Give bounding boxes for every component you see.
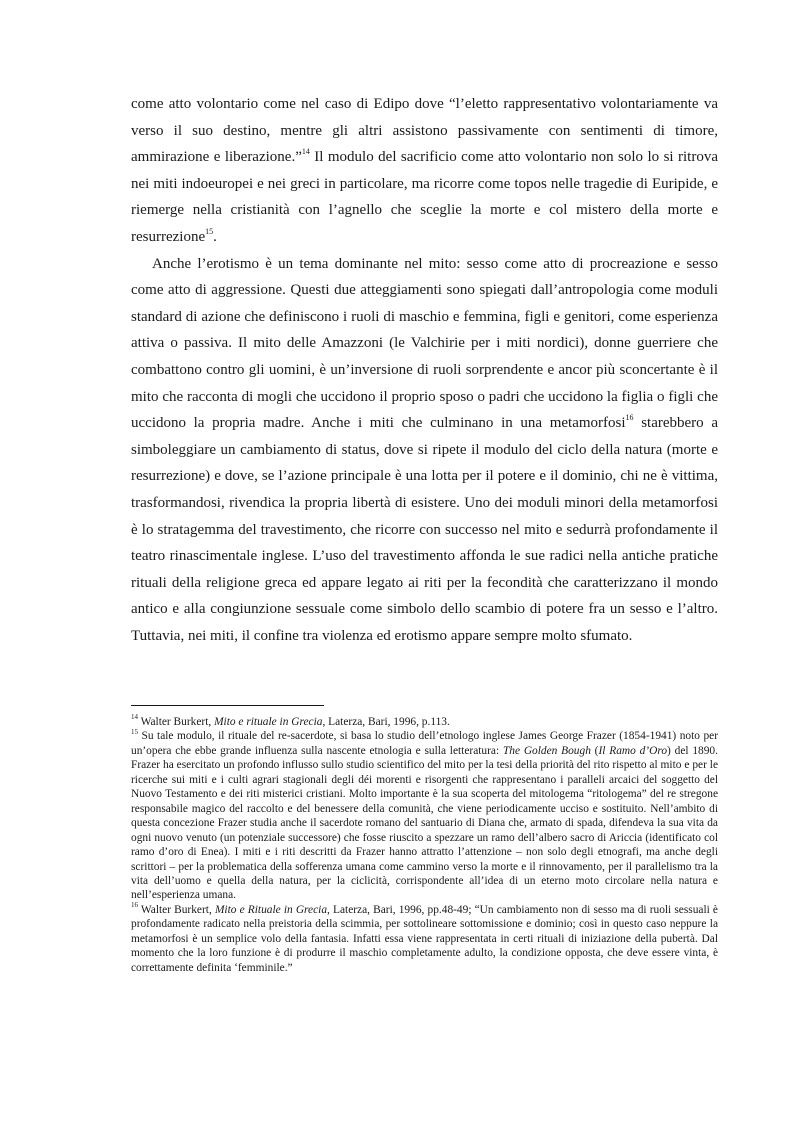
paragraph-1-part-b: Il modulo del sacrificio come atto volontario non solo lo si ritrova nei miti indoeuropei e nei greci in particolare, ma ricorre come topos nelle tragedie di Euripide, e riemerge nella cristianità con l’agnello che sceglie la morte e col mistero della morte e resurrezione [131, 149, 718, 245]
footnote-text: Su tale modulo, il rituale del re-sacerdote, si basa lo studio dell’etnologo inglese James George Frazer (1854-1941) noto per un’opera che ebbe grande influenza sulla nascente etnologia e sulla letteratura: [131, 730, 718, 757]
footnote-ref-16[interactable]: 16 [625, 413, 634, 423]
paragraph-2 [131, 251, 718, 650]
footnote-number: 14 [131, 713, 138, 722]
footnote-text: , Laterza, Bari, 1996, pp.48-49; “Un cambiamento non di sesso ma di ruoli sessuali è profondamente radicato nella preistoria della scimmia, per sottolineare sottomissione e dominio; così in questo caso neppure la metamorfosi è un semplice volo della fantasia. Infatti essa viene rappresentata in certi rituali di iniziazione della pubertà. Dal momento che la loro funzione è di produrre il maschio completamente adulto, la condizione opposta, che deve essere vinta, è correttamente definita ‘femminile.” [131, 903, 718, 974]
footnote-text: Walter Burkert, [138, 716, 215, 728]
footnote-book-title: Mito e Rituale in Grecia [214, 903, 328, 916]
footnote-text: Walter Burkert, [138, 903, 215, 916]
paragraph-1-part-a: come atto volontario come nel caso di Edipo dove “l’eletto rappresentativo volontariamente va verso il suo destino, mentre gli altri assistono passivamente con sentimenti di timore, ammirazione e liberazione.” [131, 96, 718, 166]
footnote-text: ( [590, 744, 599, 757]
paragraph-1-part-c: . [213, 228, 217, 245]
footnote-separator [131, 705, 324, 706]
paragraph-1 [131, 91, 718, 251]
paragraph-2-part-a: Anche l’erotismo è un tema dominante nel mito: sesso come atto di procreazione e sesso come atto di aggressione. Questi due atteggiamenti sono spiegati dall’antropologia come moduli standard di azione che definiscono i ruoli di maschio e femmina, figli e genitori, come esperienza attiva o passiva. Il mito delle Amazzoni (le Valchirie per i miti nordici), donne guerriere che combattono contro gli uomini, è un’inversione di ruoli sorprendente e ancor più sconcertante è il mito che racconta di mogli che uccidono il proprio sposo o padri che uccidono la figlia o figli che uccidono la propria madre. Anche i miti che culminano in una metamorfosi [131, 255, 718, 432]
footnote-number: 16 [131, 901, 138, 910]
paragraph-2-part-b: starebbero a simboleggiare un cambiamento di status, dove si ripete il modulo del ciclo della natura (morte e resurrezione) e dove, se l’azione principale è una lotta per il potere e il dominio, chi ne è vittima, trasformandosi, rivendica la propria libertà di esistere. Uno dei moduli minori della metamorfosi è lo stratagemma del travestimento, che ricorre con successo nel mito e sedurrà profondamente il teatro rinascimentale inglese. L’uso del travestimento affonda le sue radici nella antiche pratiche rituali della religione greca ed appare legato ai riti per la fecondità che caratterizzano il mondo antico e alla congiunzione sessuale come simbolo dello scambio di potere fra un sesso e l’altro. Tuttavia, nei miti, il confine tra violenza ed erotismo appare sempre molto sfumato. [131, 415, 718, 644]
footnotes [131, 715, 718, 975]
footnote-number: 15 [131, 727, 138, 736]
footnote-book-title-translation: Il Ramo d’Oro [598, 744, 668, 757]
main-text [131, 91, 718, 649]
footnote-ref-14[interactable]: 14 [301, 147, 310, 157]
footnote-text: ) del 1890. Frazer ha esercitato un profondo influsso sullo studio scientifico del mito per la tesi della priorità del rito rispetto al mito e per le ricerche sui miti e i culti agrari stagionali degli déi morenti e risorgenti che rappresentano i paralleli arcaici del soggetto del Nuovo Testamento e dei riti misterici cristiani. Molto importante è la sua scoperta del mitologema “ritologema” del re stregone responsabile magico del raccolto e del benessere della comunità, che viene periodicamente ucciso e sostituito. Nell’ambito di questa concezione Frazer studia anche il sacerdote romano del santuario di Diana che, armato di spada, difendeva la sua vita da ogni nuovo venuto (un potenziale successore) che fosse riuscito a spezzare un ramo dell’albero sacro di Ariccia (identificato col ramo d’oro di Enea). I miti e i riti descritti da Frazer hanno attratto l’attenzione – non solo degli etnografi, ma anche degli scrittori – per la problematica della sofferenza umana come cammino verso la morte e il rinnovamento, per il parallelismo tra la vita dell’uomo e quella della natura, per la ciclicità, corrispondente all’idea di un eterno moto circolare nella natura e nell’esperienza umana. [131, 744, 718, 902]
footnote-book-title: Mito e rituale in Grecia [214, 716, 323, 728]
footnote-16 [131, 903, 718, 975]
footnote-14 [131, 715, 718, 729]
footnote-text: , Laterza, Bari, 1996, p.113. [322, 716, 450, 728]
footnote-book-title: The Golden Bough [502, 744, 591, 757]
footnote-15 [131, 729, 718, 902]
footnote-ref-15[interactable]: 15 [205, 226, 214, 236]
